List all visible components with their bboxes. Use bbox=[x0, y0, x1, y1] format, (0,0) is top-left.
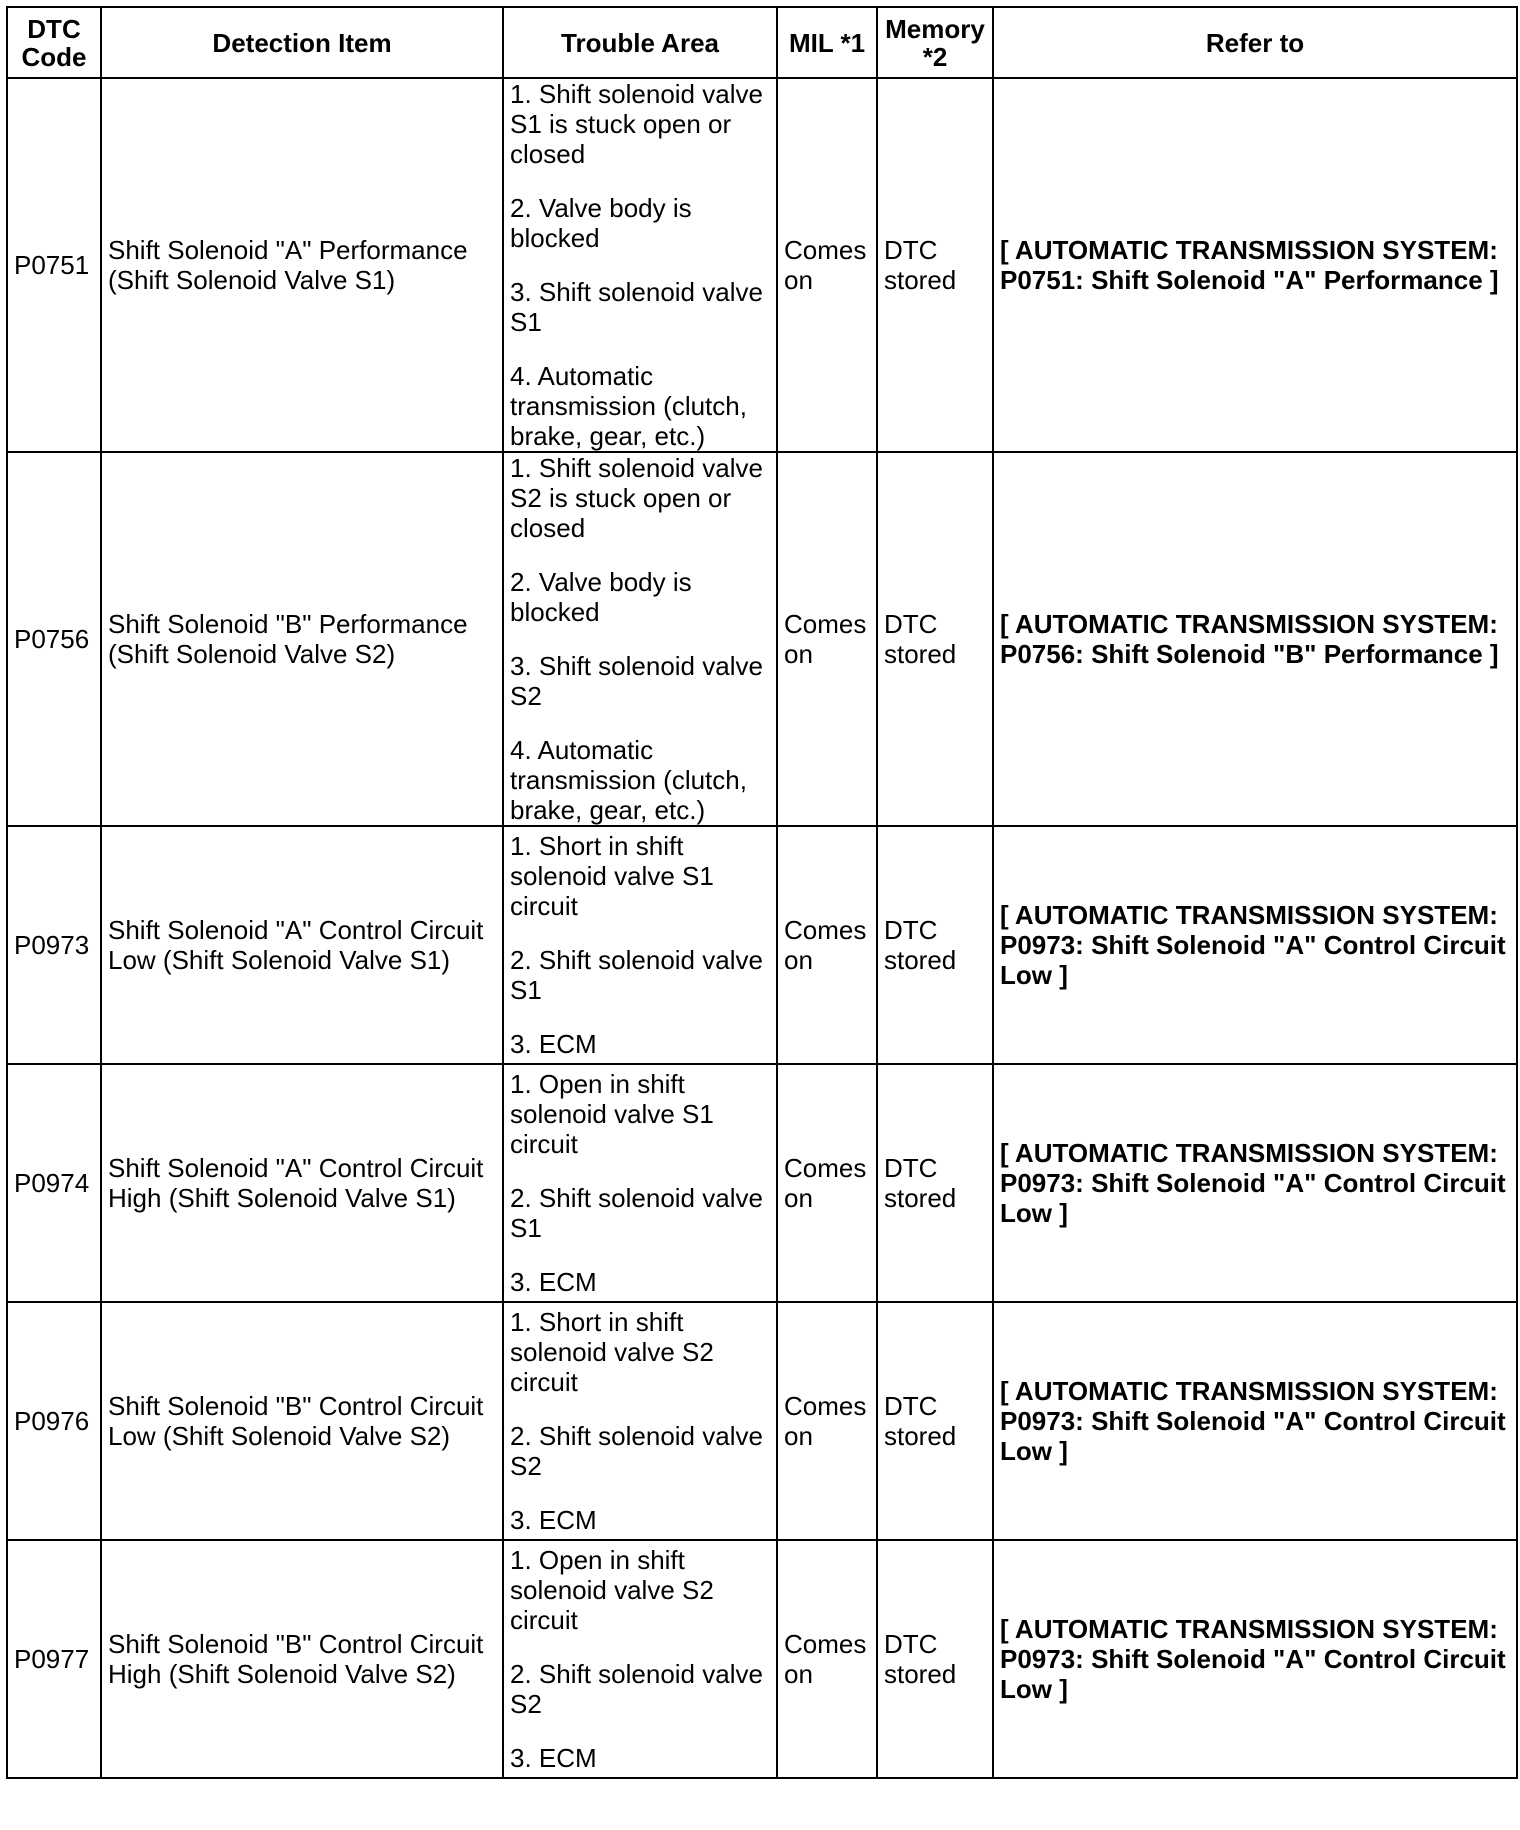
trouble-area-cell bbox=[503, 452, 777, 826]
trouble-area-item: 1. Short in shift solenoid valve S2 circuit bbox=[510, 1307, 714, 1397]
dtc-code-cell: P0973 bbox=[7, 826, 101, 1064]
trouble-area-item: 1. Short in shift solenoid valve S1 circuit bbox=[510, 831, 714, 921]
trouble-area-item: 2. Shift solenoid valve S1 bbox=[510, 945, 763, 1005]
trouble-area-cell bbox=[503, 1302, 777, 1540]
trouble-area-item: 3. ECM bbox=[510, 1505, 597, 1535]
trouble-area-item: 4. Automatic transmission (clutch, brake, gear, etc.) bbox=[510, 735, 747, 825]
trouble-area-item: 3. ECM bbox=[510, 1743, 597, 1773]
detection-item-cell: Shift Solenoid "A" Control Circuit Low (Shift Solenoid Valve S1) bbox=[101, 826, 503, 1064]
mil-cell: Comes on bbox=[777, 826, 877, 1064]
document-page bbox=[6, 6, 1518, 1779]
mil-cell: Comes on bbox=[777, 452, 877, 826]
refer-to-link[interactable]: [ AUTOMATIC TRANSMISSION SYSTEM: P0751: Shift Solenoid "A" Performance ] bbox=[993, 78, 1517, 452]
table-row bbox=[7, 452, 1517, 826]
dtc-code-cell: P0974 bbox=[7, 1064, 101, 1302]
header-memory: Memory *2 bbox=[877, 7, 993, 78]
mil-cell: Comes on bbox=[777, 1064, 877, 1302]
memory-cell: DTC stored bbox=[877, 452, 993, 826]
trouble-area-item: 3. Shift solenoid valve S2 bbox=[510, 651, 763, 711]
trouble-area-cell bbox=[503, 78, 777, 452]
dtc-table bbox=[6, 6, 1518, 1779]
refer-to-link[interactable]: [ AUTOMATIC TRANSMISSION SYSTEM: P0973: Shift Solenoid "A" Control Circuit Low ] bbox=[993, 1540, 1517, 1778]
table-row bbox=[7, 1302, 1517, 1540]
table-row bbox=[7, 1540, 1517, 1778]
trouble-area-item: 1. Open in shift solenoid valve S2 circuit bbox=[510, 1545, 714, 1635]
trouble-area-cell bbox=[503, 1064, 777, 1302]
detection-item-cell: Shift Solenoid "A" Performance (Shift Solenoid Valve S1) bbox=[101, 78, 503, 452]
trouble-area-item: 3. ECM bbox=[510, 1029, 597, 1059]
refer-to-link[interactable]: [ AUTOMATIC TRANSMISSION SYSTEM: P0973: Shift Solenoid "A" Control Circuit Low ] bbox=[993, 1064, 1517, 1302]
table-row bbox=[7, 1064, 1517, 1302]
trouble-area-item: 1. Shift solenoid valve S1 is stuck open or closed bbox=[510, 79, 763, 169]
header-trouble-area: Trouble Area bbox=[503, 7, 777, 78]
memory-cell: DTC stored bbox=[877, 1064, 993, 1302]
trouble-area-item: 3. Shift solenoid valve S1 bbox=[510, 277, 763, 337]
header-refer-to: Refer to bbox=[993, 7, 1517, 78]
detection-item-cell: Shift Solenoid "B" Control Circuit Low (Shift Solenoid Valve S2) bbox=[101, 1302, 503, 1540]
dtc-code-cell: P0756 bbox=[7, 452, 101, 826]
table-header-row bbox=[7, 7, 1517, 78]
memory-cell: DTC stored bbox=[877, 1302, 993, 1540]
header-dtc-code: DTC Code bbox=[7, 7, 101, 78]
trouble-area-cell bbox=[503, 826, 777, 1064]
table-row bbox=[7, 78, 1517, 452]
refer-to-link[interactable]: [ AUTOMATIC TRANSMISSION SYSTEM: P0973: Shift Solenoid "A" Control Circuit Low ] bbox=[993, 1302, 1517, 1540]
trouble-area-item: 2. Valve body is blocked bbox=[510, 567, 692, 627]
trouble-area-item: 1. Open in shift solenoid valve S1 circuit bbox=[510, 1069, 714, 1159]
header-detection-item: Detection Item bbox=[101, 7, 503, 78]
memory-cell: DTC stored bbox=[877, 78, 993, 452]
dtc-code-cell: P0751 bbox=[7, 78, 101, 452]
trouble-area-cell bbox=[503, 1540, 777, 1778]
detection-item-cell: Shift Solenoid "B" Performance (Shift Solenoid Valve S2) bbox=[101, 452, 503, 826]
mil-cell: Comes on bbox=[777, 1540, 877, 1778]
detection-item-cell: Shift Solenoid "A" Control Circuit High (Shift Solenoid Valve S1) bbox=[101, 1064, 503, 1302]
dtc-code-cell: P0976 bbox=[7, 1302, 101, 1540]
refer-to-link[interactable]: [ AUTOMATIC TRANSMISSION SYSTEM: P0756: Shift Solenoid "B" Performance ] bbox=[993, 452, 1517, 826]
header-mil: MIL *1 bbox=[777, 7, 877, 78]
trouble-area-item: 2. Shift solenoid valve S1 bbox=[510, 1183, 763, 1243]
refer-to-link[interactable]: [ AUTOMATIC TRANSMISSION SYSTEM: P0973: Shift Solenoid "A" Control Circuit Low ] bbox=[993, 826, 1517, 1064]
memory-cell: DTC stored bbox=[877, 1540, 993, 1778]
memory-cell: DTC stored bbox=[877, 826, 993, 1064]
trouble-area-item: 2. Shift solenoid valve S2 bbox=[510, 1659, 763, 1719]
mil-cell: Comes on bbox=[777, 78, 877, 452]
trouble-area-item: 4. Automatic transmission (clutch, brake, gear, etc.) bbox=[510, 361, 747, 451]
mil-cell: Comes on bbox=[777, 1302, 877, 1540]
trouble-area-item: 1. Shift solenoid valve S2 is stuck open or closed bbox=[510, 453, 763, 543]
trouble-area-item: 2. Shift solenoid valve S2 bbox=[510, 1421, 763, 1481]
detection-item-cell: Shift Solenoid "B" Control Circuit High (Shift Solenoid Valve S2) bbox=[101, 1540, 503, 1778]
trouble-area-item: 3. ECM bbox=[510, 1267, 597, 1297]
trouble-area-item: 2. Valve body is blocked bbox=[510, 193, 692, 253]
table-row bbox=[7, 826, 1517, 1064]
dtc-code-cell: P0977 bbox=[7, 1540, 101, 1778]
